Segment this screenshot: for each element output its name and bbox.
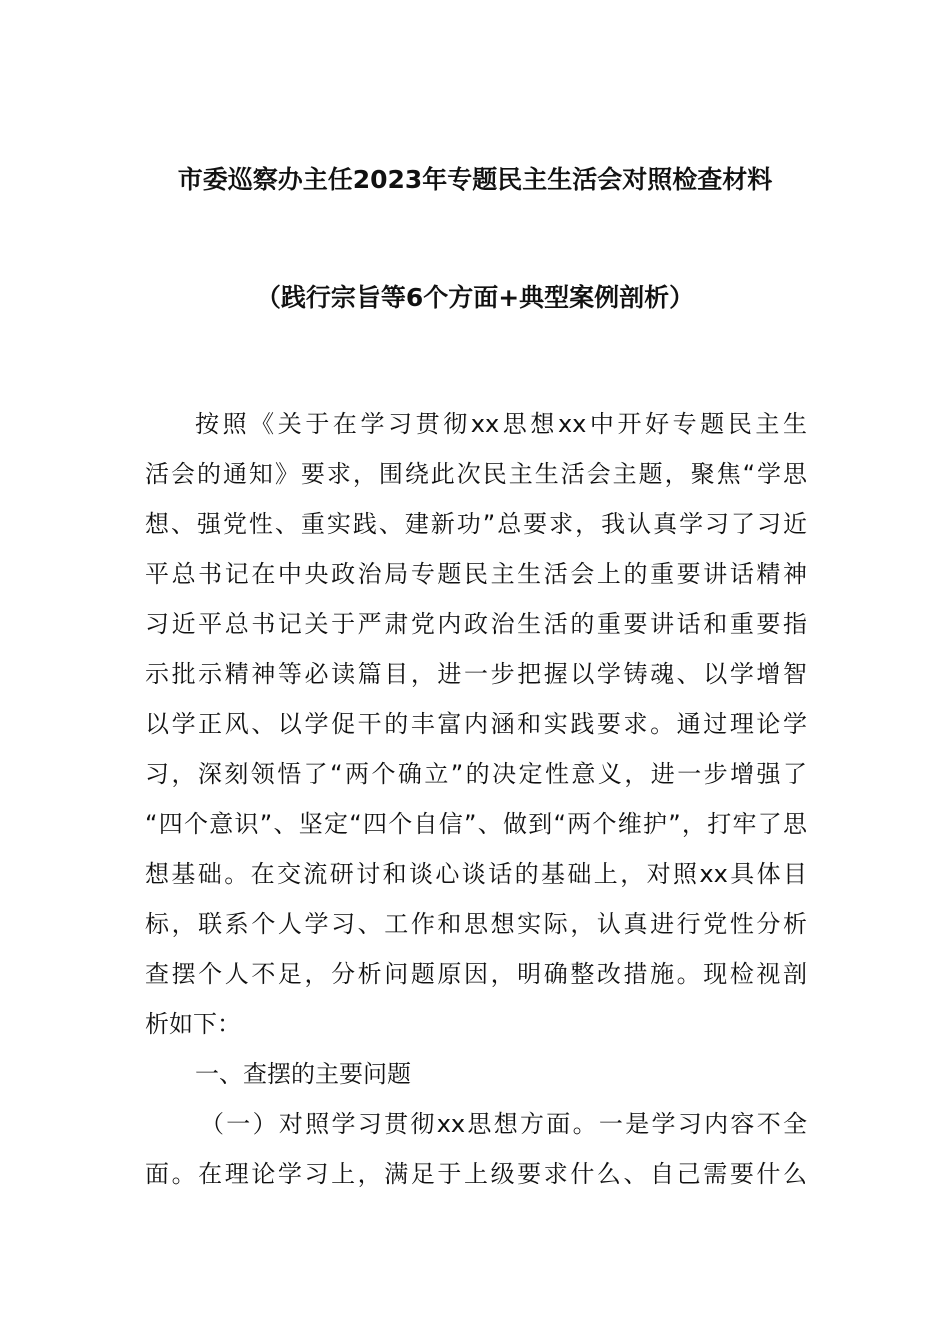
document-body bbox=[145, 399, 807, 1199]
paragraph-line: “四个意识”、坚定“四个自信”、做到“两个维护”，打牢了思 bbox=[145, 810, 807, 838]
paragraph-line: 析如下： bbox=[145, 1010, 241, 1038]
paragraph-line: 活会的通知》要求，围绕此次民主生活会主题，聚焦“学思 bbox=[145, 460, 807, 488]
paragraph-line: 查摆个人不足，分析问题原因，明确整改措施。现检视剖 bbox=[145, 960, 807, 988]
paragraph-line: （一）对照学习贯彻xx思想方面。一是学习内容不全 bbox=[200, 1110, 807, 1138]
document-title: 市委巡察办主任2023年专题民主生活会对照检查材料 bbox=[177, 165, 773, 194]
paragraph-line: 按照《关于在学习贯彻xx思想xx中开好专题民主生 bbox=[195, 410, 807, 438]
paragraph-line: 标，联系个人学习、工作和思想实际，认真进行党性分析 bbox=[145, 910, 807, 938]
paragraph-line: 习近平总书记关于严肃党内政治生活的重要讲话和重要指 bbox=[145, 610, 807, 638]
paragraph-line: 习，深刻领悟了“两个确立”的决定性意义，进一步增强了 bbox=[145, 760, 807, 788]
paragraph-line: 平总书记在中央政治局专题民主生活会上的重要讲话精神 bbox=[145, 560, 807, 588]
paragraph-line: 想、强党性、重实践、建新功”总要求，我认真学习了习近 bbox=[145, 510, 807, 538]
paragraph-line: 面。在理论学习上，满足于上级要求什么、自己需要什么 bbox=[145, 1160, 807, 1188]
section-heading: 一、查摆的主要问题 bbox=[195, 1060, 411, 1088]
paragraph-line: 示批示精神等必读篇目，进一步把握以学铸魂、以学增智 bbox=[145, 660, 807, 688]
paragraph-line: 以学正风、以学促干的丰富内涵和实践要求。通过理论学 bbox=[145, 710, 807, 738]
paragraph-line: 想基础。在交流研讨和谈心谈话的基础上，对照xx具体目 bbox=[145, 860, 807, 888]
document-subtitle: （践行宗旨等6个方面+典型案例剖析） bbox=[255, 283, 695, 312]
